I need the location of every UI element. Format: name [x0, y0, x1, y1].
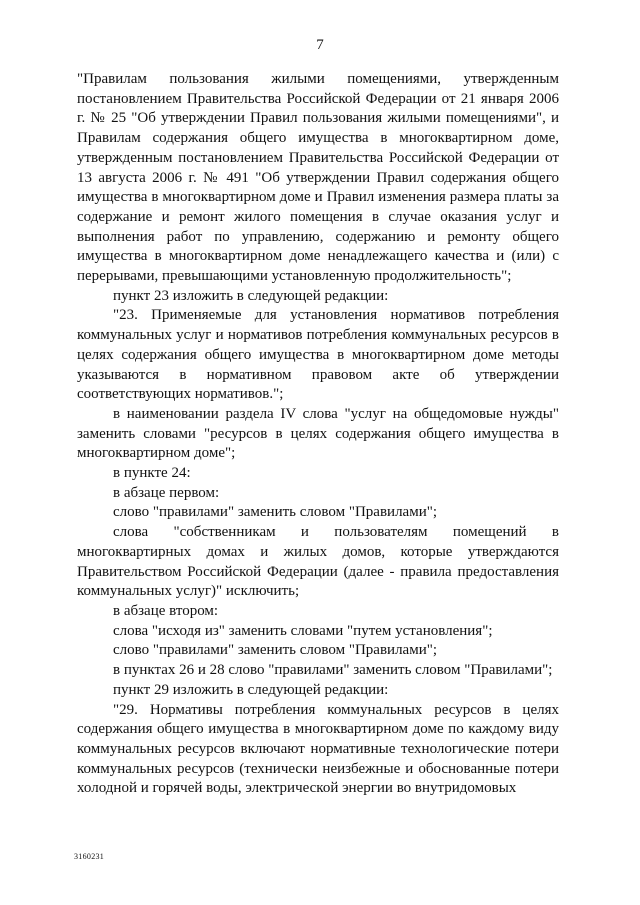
document-body [77, 70, 559, 799]
paragraph: слово "правилами" заменить словом "Правилами"; [113, 504, 438, 521]
paragraph: в абзаце первом: [113, 484, 220, 501]
paragraph: в абзаце втором: [113, 602, 219, 619]
paragraph: в наименовании раздела IV слова "услуг на общедомовые нужды" заменить словами "ресурсов в целях содержания общего имущества в многоквартирном доме"; [77, 405, 559, 462]
paragraph: пункт 23 изложить в следующей редакции: [113, 287, 389, 304]
paragraph: "Правилам пользования жилыми помещениями, утвержденным постановлением Правительства Российской Федерации от 21 января 2006 г. № 25 "Об утверждении Правил пользования жилыми помещениями", и Правилам содержания общего имущества в многоквартирном доме, утвержденным постановлением Правительства Российской Федерации от 13 августа 2006 г. № 491 "Об утверждении Правил содержания общего имущества в многоквартирном доме и Правил изменения размера платы за содержание и ремонт жилого помещения в случае оказания услуг и выполнения работ по управлению, содержанию и ремонту общего имущества в многоквартирном доме ненадлежащего качества и (или) с перерывами, превышающими установленную продолжительность"; [77, 71, 559, 285]
paragraph: в пунктах 26 и 28 слово "правилами" заменить словом "Правилами"; [113, 662, 553, 679]
paragraph: "29. Нормативы потребления коммунальных ресурсов в целях содержания общего имущества в многоквартирном доме по каждому виду коммунальных ресурсов включают нормативные технологические потери коммунальных ресурсов (технически неизбежные и обоснованные потери холодной и горячей воды, электрической энергии во внутридомовых [77, 701, 559, 797]
paragraph: слова "исходя из" заменить словами "путем установления"; [113, 622, 493, 639]
paragraph: пункт 29 изложить в следующей редакции: [113, 681, 389, 698]
document-code: 3160231 [74, 852, 105, 861]
paragraph: "23. Применяемые для установления нормативов потребления коммунальных услуг и нормативов потребления коммунальных ресурсов в целях содержания общего имущества в многоквартирном доме методы указываются в нормативном правовом акте об утверждении соответствующих нормативов."; [77, 307, 559, 403]
paragraph: в пункте 24: [113, 465, 191, 482]
page-number: 7 [316, 37, 324, 53]
paragraph: слова "собственникам и пользователям помещений в многоквартирных домах и жилых домов, которые утверждаются Правительством Российской Федерации (далее - правила предоставления коммунальных услуг)" исключить; [77, 524, 559, 600]
paragraph: слово "правилами" заменить словом "Правилами"; [113, 642, 438, 659]
